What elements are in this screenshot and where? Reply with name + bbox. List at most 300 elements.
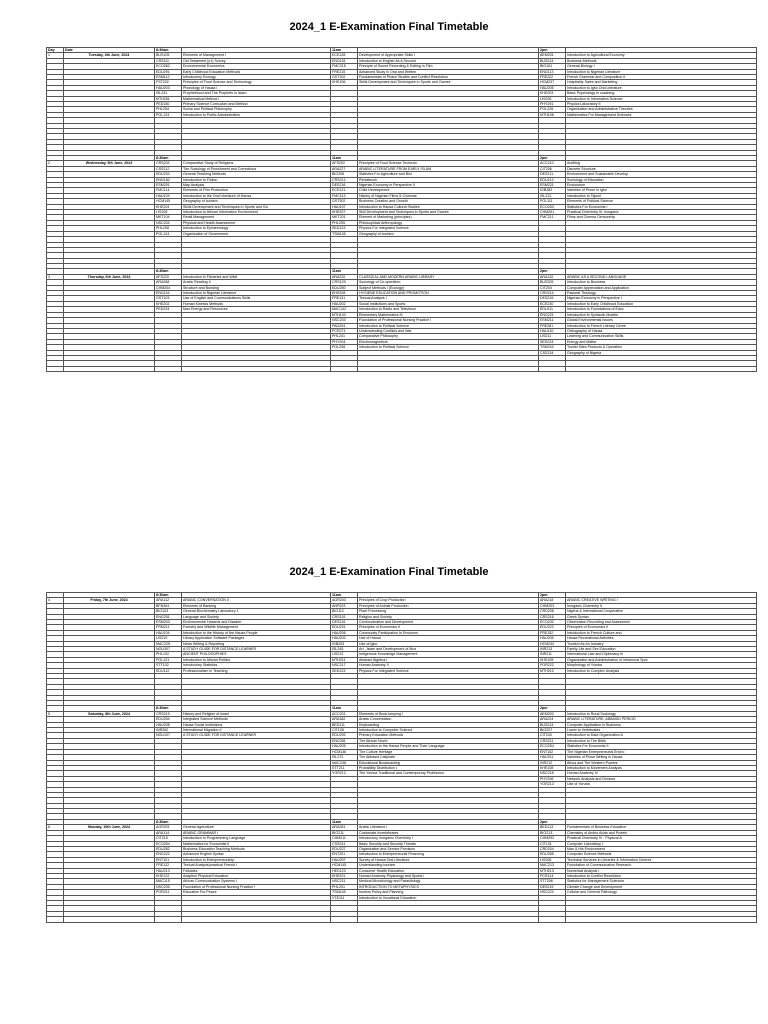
course-code: EDU282 <box>155 846 182 851</box>
course-code: ENG251 <box>155 614 182 619</box>
course-title: International Law and Diplomacy In <box>566 652 757 657</box>
course-title: Business Methods <box>566 58 757 63</box>
course-title: Introduction to Fiction <box>182 177 331 182</box>
course-code: HAU207 <box>331 857 358 862</box>
course-title: Environment and Sustainable Develop <box>566 172 757 177</box>
course-code: EDU227 <box>331 846 358 851</box>
course-code: FST202 <box>155 80 182 85</box>
course-code: ENG182 <box>155 177 182 182</box>
course-title: Educational Broadcasting <box>358 760 539 765</box>
course-code: BIO207 <box>539 728 566 733</box>
slot-time-header: 2pm <box>539 819 566 824</box>
course-title: Introductory Ecology <box>182 75 331 80</box>
course-code: GST302 <box>331 199 358 204</box>
course-code: TSM145 <box>331 231 358 236</box>
course-title: Introduction to Igbo Oral Literature <box>566 85 757 90</box>
course-code: DES216 <box>331 183 358 188</box>
course-title: Fundamentals of Business Education <box>566 825 757 830</box>
table-cell <box>358 366 539 371</box>
course-title: Introduction to French Literary Genre <box>566 323 757 328</box>
course-code: BUS214 <box>539 722 566 727</box>
table-cell <box>331 366 358 371</box>
course-code: CSS134 <box>539 350 566 355</box>
course-code: BUS214 <box>539 58 566 63</box>
course-title: Practical Chemistry III: Inorganic <box>566 210 757 215</box>
course-code: MAC246 <box>331 760 358 765</box>
course-title: Introduction to Public Administration <box>182 112 331 117</box>
course-code: KHE108 <box>539 765 566 770</box>
course-title: Foundation of Professional Nursing Practice I <box>182 884 331 889</box>
course-code: BIO112 <box>331 609 358 614</box>
course-title: Library Application Software Packages <box>182 636 331 641</box>
exam-date: Wednesday, 5th June, 2024 <box>64 161 155 166</box>
course-code: CHM291 <box>539 210 566 215</box>
day-number: 3 <box>47 274 64 279</box>
course-title: Climate Change and Development <box>566 884 757 889</box>
course-code: KHE105 <box>539 657 566 662</box>
course-title: Textual Analysis I <box>358 296 539 301</box>
course-title: Business Creation and Growth <box>358 199 539 204</box>
table-cell <box>539 366 566 371</box>
course-code: EDU111 <box>539 307 566 312</box>
slot-time-header: 2pm <box>539 269 566 274</box>
course-code: ARA182 <box>331 717 358 722</box>
course-code: YOR212 <box>331 771 358 776</box>
course-title: French Grammar and Composition II <box>566 75 757 80</box>
course-title: Plant Processing <box>358 609 539 614</box>
course-code: ACC210 <box>539 161 566 166</box>
course-title: Introduction to Conflict Resolution <box>566 873 757 878</box>
course-code: INR211 <box>539 652 566 657</box>
course-code: CIT101 <box>539 841 566 846</box>
course-title: Mathematical Method I <box>182 96 331 101</box>
course-title: Principles of Food Science Technolo <box>358 161 539 166</box>
course-title: Introduction to Political Science <box>358 323 539 328</box>
course-title: Elements of Banking <box>182 603 331 608</box>
course-code: NSC203 <box>331 318 358 323</box>
course-title: Varieties of Prose Writing in Hausa <box>566 755 757 760</box>
course-code: FRE215 <box>331 69 358 74</box>
course-code: ENT201 <box>331 852 358 857</box>
course-title: Introduction to African Politics <box>182 657 331 662</box>
course-code: HAU206 <box>539 636 566 641</box>
course-title: Abstract Algebra I <box>358 657 539 662</box>
course-title: Morphology of Yoruba <box>566 663 757 668</box>
course-code: ECE230 <box>539 301 566 306</box>
course-title: Learning and Communication Skills <box>566 334 757 339</box>
slot-time-header: 8:30am <box>155 269 182 274</box>
course-code: EDU233 <box>155 172 182 177</box>
course-code: HAU203 <box>155 85 182 90</box>
course-code: GST102 <box>331 75 358 80</box>
course-code: EDU292 <box>331 733 358 738</box>
course-code: BIO101 <box>539 64 566 69</box>
exam-date: Thursday, 6th June, 2024 <box>64 274 155 279</box>
course-title: Man Energy and Resources <box>182 307 331 312</box>
course-title: Introduction to Agricultural Economy <box>566 53 757 58</box>
course-title: Principles of Crop Production <box>358 598 539 603</box>
course-title: Human Kinetics Methods <box>182 301 331 306</box>
course-code: ECE121 <box>331 188 358 193</box>
course-code: ENT101 <box>155 857 182 862</box>
course-code: ECO253 <box>539 204 566 209</box>
course-code: PHL208 <box>155 226 182 231</box>
course-title: Prophethood and The Prophets in Islam <box>182 91 331 96</box>
course-code: MAC213 <box>539 863 566 868</box>
table-cell <box>155 917 182 922</box>
course-title: General Biology I <box>566 64 757 69</box>
course-code: POL206 <box>331 345 358 350</box>
course-title: The Culture Heritage <box>358 749 539 754</box>
course-title: Use of Hausa <box>358 636 539 641</box>
course-code: POL111 <box>539 199 566 204</box>
course-code: AFS220 <box>155 274 182 279</box>
course-code: FRM211 <box>155 625 182 630</box>
course-title: ARABIC LITERATURE FROM EARLY ISLAM <box>358 166 539 171</box>
course-title: Introduction to Entrepreneurship <box>182 857 331 862</box>
course-code: HAU211 <box>539 755 566 760</box>
course-code: ENG113 <box>539 69 566 74</box>
course-code: FMC215 <box>331 64 358 69</box>
course-title: Introduction to Business <box>566 280 757 285</box>
course-code: FRE281 <box>539 323 566 328</box>
course-title: Introduction to The Bible <box>566 738 757 743</box>
course-code: ARA218 <box>539 598 566 603</box>
course-code: YOR213 <box>539 782 566 787</box>
course-title: Foundation of Communication Research <box>566 863 757 868</box>
course-code: HCM146 <box>331 749 358 754</box>
course-code: CRS202 <box>155 161 182 166</box>
course-code: LIS206 <box>539 857 566 862</box>
slot-time-header: 8:30am <box>155 593 182 598</box>
course-code: ENG116 <box>155 291 182 296</box>
course-title: Statistics For Agriculture and Biol <box>358 172 539 177</box>
course-title: Organization and Administration of Intramural Spor <box>566 657 757 662</box>
course-code: FRE122 <box>155 863 182 868</box>
course-code: ANP203 <box>331 603 358 608</box>
course-code: ENG281 <box>331 738 358 743</box>
course-title: Map Analysis <box>182 183 331 188</box>
course-title: Art , Islam and Development of Mus <box>358 647 539 652</box>
course-title: Sociology of Education <box>566 177 757 182</box>
course-code: MTH213 <box>539 868 566 873</box>
course-code: KHE203 <box>539 91 566 96</box>
course-code: ECE128 <box>331 53 358 58</box>
course-title: Introduction to Fisheries and Wildl <box>182 274 331 279</box>
course-title: Orthography of Hausa <box>566 328 757 333</box>
course-code: HAU107 <box>331 204 358 209</box>
course-code: NSC204 <box>155 220 182 225</box>
course-code: ENT102 <box>539 749 566 754</box>
course-title: Introduction to Political Science <box>358 345 539 350</box>
course-title: Hausa Recreational Activities <box>566 636 757 641</box>
course-code: EDU222 <box>539 625 566 630</box>
course-code: BIO206 <box>331 172 358 177</box>
course-code: ESM112 <box>155 75 182 80</box>
course-code: NSC218 <box>539 771 566 776</box>
course-code: PED234 <box>155 307 182 312</box>
course-title: Introduction to Programming Language <box>182 836 331 841</box>
table-cell <box>64 366 155 371</box>
exam-date: Friday, 7th June, 2024 <box>64 598 155 603</box>
course-code: NSC217 <box>331 663 358 668</box>
course-title: Principle of Sound Recording & Editing in Film <box>358 64 539 69</box>
course-title: Statistics For Economist II <box>566 744 757 749</box>
course-title: Religion and Society <box>358 614 539 619</box>
course-code: LIS211 <box>539 334 566 339</box>
course-title: Arabic Literature I <box>358 825 539 830</box>
course-code: FRE131 <box>331 296 358 301</box>
course-title: Introduction to Syntactic Models <box>566 312 757 317</box>
course-code: FMC211 <box>539 215 566 220</box>
timetable-title: 2024_1 E-Examination Final Timetable <box>289 21 489 33</box>
course-code: DES219 <box>539 884 566 889</box>
course-code: NSC224 <box>539 890 566 895</box>
course-title: Mathematics For Management Sciences <box>566 112 757 117</box>
course-code: VTE111 <box>331 895 358 900</box>
course-title: Organization and Service Provision <box>358 846 539 851</box>
course-code: EDU112 <box>155 668 182 673</box>
course-title: Statistics for Management Sciences <box>566 879 757 884</box>
course-title: Integrated Science Methods <box>182 717 331 722</box>
slot-time-header: 8:30am <box>155 48 182 53</box>
course-title: International Migration II <box>182 728 331 733</box>
course-title: Geography of Nigeria <box>566 350 757 355</box>
course-code: ESM211 <box>539 318 566 323</box>
course-title: CLASSICAL AND MODERN ARABIC LIBRARY <box>358 274 539 279</box>
timetable-page-2 <box>46 592 732 923</box>
course-code: ECO254 <box>539 744 566 749</box>
course-code: CRS215 <box>155 711 182 716</box>
course-title: The African Novel <box>358 738 539 743</box>
course-code: PHY206 <box>539 776 566 781</box>
course-code: CHM292 <box>539 836 566 841</box>
course-title: Skill Development and Techniques in Sports and Games <box>358 210 539 215</box>
course-title: Organization of Government <box>182 231 331 236</box>
course-title: Philosophical Anthropology <box>358 220 539 225</box>
exam-date: Saturday, 8th June, 2024 <box>64 711 155 716</box>
course-code: MKT104 <box>155 215 182 220</box>
course-code: CHM211 <box>331 836 358 841</box>
course-title: Education For Peace <box>182 890 331 895</box>
course-code: AFS202 <box>331 161 358 166</box>
course-code: CIT206 <box>539 166 566 171</box>
course-title: Development of Appropriate Skills I <box>358 53 539 58</box>
course-title: Introduction to Movement Analysis <box>566 765 757 770</box>
course-title: Keyboarding <box>358 722 539 727</box>
course-code: AEM202 <box>539 711 566 716</box>
course-title: The Abbasid Caliphate <box>358 755 539 760</box>
course-title: Probability Distribution I <box>358 765 539 770</box>
course-code: EDU291 <box>155 69 182 74</box>
course-code: MTH106 <box>539 112 566 117</box>
course-title: Human Anatomy IV <box>566 771 757 776</box>
course-title: Introduction to Tajwid <box>566 193 757 198</box>
course-code: INR262 <box>155 728 182 733</box>
course-title: Introduction to the Hausa People and Their Language <box>358 744 539 749</box>
course-title: Numerical Analysis I <box>566 868 757 873</box>
course-code: HAU205 <box>539 85 566 90</box>
course-title: Fundamentals of Peace Studies and Conflict Resolution <box>358 75 539 80</box>
course-title: Cellular and General Pathology <box>566 890 757 895</box>
course-title: Pastoral Theology <box>566 291 757 296</box>
course-code: CRS129 <box>331 280 358 285</box>
course-code: PHL241 <box>331 334 358 339</box>
course-code: CRS151 <box>331 614 358 619</box>
course-code: NOU107 <box>155 733 182 738</box>
course-title: Structure and Bonding <box>182 285 331 290</box>
course-code: FMC114 <box>155 188 182 193</box>
course-code: ESM203 <box>155 620 182 625</box>
course-code: CRS111 <box>155 58 182 63</box>
slot-time-header: 2pm <box>539 156 566 161</box>
day-number: 6 <box>47 825 64 830</box>
course-code: STT102 <box>155 663 182 668</box>
course-title: Retail Management <box>182 215 331 220</box>
slot-time-header: 8:30am <box>155 156 182 161</box>
course-code: ESM201 <box>155 183 182 188</box>
course-title: Forestry and Wildlife Management <box>182 625 331 630</box>
course-title: History of Nigerian Films & Cinemas <box>358 193 539 198</box>
course-title: Technical Services in Libraries & Information Centres <box>566 857 757 862</box>
course-title: Subject Methods I (Ecology) <box>358 285 539 290</box>
course-code: KHE122 <box>155 873 182 878</box>
course-code: HAU206 <box>331 630 358 635</box>
course-code: BUS105 <box>155 53 182 58</box>
course-code: ISL245 <box>331 647 358 652</box>
course-code: ARA232 <box>331 274 358 279</box>
course-code: EHS208 <box>331 291 358 296</box>
course-code: MTH103 <box>331 312 358 317</box>
course-code: CRD204 <box>539 846 566 851</box>
course-title: Nigeria & International Cooperative <box>566 609 757 614</box>
course-title: Hausa Social Institutions <box>182 722 331 727</box>
course-code: FRE152 <box>539 630 566 635</box>
slot-time-header: 2pm <box>539 48 566 53</box>
course-title: Network Analysis and Devices <box>566 776 757 781</box>
course-code: CIT243 <box>539 733 566 738</box>
course-code: ISL212 <box>539 193 566 198</box>
course-code: HAU213 <box>155 868 182 873</box>
course-code: POL124 <box>155 231 182 236</box>
course-title: Elementary Mathematics III <box>358 312 539 317</box>
course-title: Use of Yoruba <box>566 782 757 787</box>
course-code: CRS212 <box>331 177 358 182</box>
course-title: Understanding tourism <box>358 863 539 868</box>
course-code: PHL254 <box>155 107 182 112</box>
course-title: Indigenous Knowledge Management <box>358 652 539 657</box>
course-title: ARABIC CONVERSATION II <box>182 598 331 603</box>
slot-time-header: 2pm <box>539 706 566 711</box>
course-title: Introduction to Vocational Education <box>358 895 539 900</box>
course-code: NOU307 <box>155 647 182 652</box>
slot-time-header: 2pm <box>539 593 566 598</box>
slot-time-header: 11am <box>331 706 358 711</box>
course-title: Old Testament (o.t) Survey <box>182 58 331 63</box>
course-title: Inorganic Chemistry II <box>566 603 757 608</box>
exam-date: Monday, 10th June, 2024 <box>64 825 155 830</box>
course-title: Basic Security and Security Threats <box>358 841 539 846</box>
course-code: AGR201 <box>155 825 182 830</box>
course-title: Sociology of Co-operation <box>358 280 539 285</box>
course-title: Chemistry of Amino Acids and Protein <box>566 830 757 835</box>
course-code: BIO103 <box>155 609 182 614</box>
course-title: Lower to Vertebrates <box>566 728 757 733</box>
course-code: KHE201 <box>331 873 358 878</box>
course-code: TSM145 <box>331 890 358 895</box>
course-code: PHL102 <box>155 652 182 657</box>
course-title: Tourist Sites Products & Operation <box>566 345 757 350</box>
course-code: EDU231 <box>331 625 358 630</box>
course-title: Introduction to Complex Analysis <box>566 668 757 673</box>
course-title: Films and Cinema Censorship <box>566 215 757 220</box>
course-title: Advanced English Syntax <box>182 852 331 857</box>
course-title: Statistics For Economist I <box>566 204 757 209</box>
course-code: HCM145 <box>331 863 358 868</box>
course-code: ISL272 <box>331 755 358 760</box>
day-column-header: Day <box>47 48 64 53</box>
course-code: CSS212 <box>155 166 182 171</box>
course-code: KHE202 <box>155 301 182 306</box>
course-code: FMC113 <box>331 193 358 198</box>
course-code: POL121 <box>155 657 182 662</box>
course-code: KHE204 <box>155 204 182 209</box>
course-title: Early Childhood Education Methods <box>182 69 331 74</box>
day-number: 1 <box>47 53 64 58</box>
course-title: Textual Analysis/practical French I <box>182 863 331 868</box>
course-title: Business Education Teaching Methods <box>182 846 331 851</box>
course-title: Introduction to the Oral Literature of Hausa <box>182 193 331 198</box>
course-title: Computer Appreciation and Application <box>566 285 757 290</box>
course-title: Child Development <box>358 188 539 193</box>
date-column-header: Date <box>64 48 155 53</box>
course-title: Physics Laboratory II <box>566 102 757 107</box>
course-code: ESM221 <box>539 183 566 188</box>
timetable-page-1 <box>46 47 732 372</box>
course-code: ARA224 <box>539 717 566 722</box>
course-code: ARA227 <box>331 166 358 171</box>
course-code: ECO262 <box>155 64 182 69</box>
course-code: ARA114 <box>155 830 182 835</box>
course-title: Observation Recording and Assessmen <box>566 620 757 625</box>
course-title: Introduction to Nigerian Literature <box>182 291 331 296</box>
timetable-table <box>46 47 757 372</box>
course-title: Primary Education Methods <box>358 733 539 738</box>
course-title: Global Environmental Issues <box>566 318 757 323</box>
course-code: HAU205 <box>331 744 358 749</box>
course-title: General Biochemistry Laboratory 1 <box>182 609 331 614</box>
course-title: Geography of tourism <box>358 231 539 236</box>
course-code: INR213 <box>539 647 566 652</box>
course-code: MAC142 <box>331 307 358 312</box>
course-code: HAU202 <box>331 301 358 306</box>
course-code: SED224 <box>539 339 566 344</box>
day-number: 5 <box>47 711 64 716</box>
course-code: PED150 <box>155 102 182 107</box>
course-code: EDU254 <box>155 717 182 722</box>
course-title: A STUDY GUIDE FOR DISTANCE LEARNER <box>182 647 331 652</box>
course-code: LIS206 <box>539 96 566 101</box>
course-title: Human Anatomy II <box>358 663 539 668</box>
course-code: IGB253 <box>331 641 358 646</box>
course-code: EDU250 <box>331 285 358 290</box>
course-title: Professionalism in Teaching <box>182 668 331 673</box>
table-cell <box>358 917 539 922</box>
course-title: Introduction to Radio and Television <box>358 307 539 312</box>
course-code: NSC205 <box>155 884 182 889</box>
slot-time-header: 11am <box>331 819 358 824</box>
exam-date: Tuesday, 4th June, 2024 <box>64 53 155 58</box>
